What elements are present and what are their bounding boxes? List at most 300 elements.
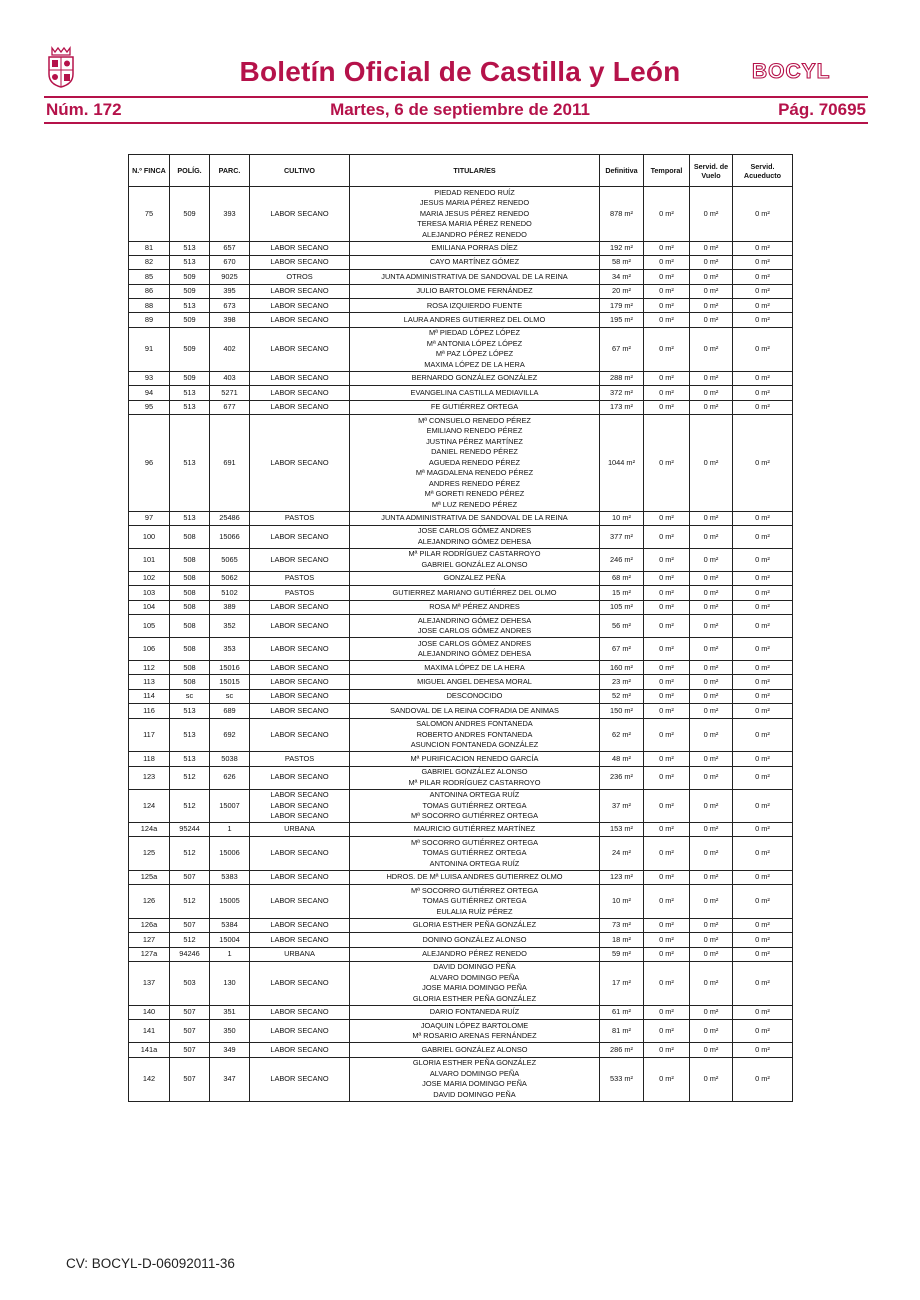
cell-definitiva: 67 m²: [600, 327, 644, 371]
table-row: [129, 1005, 793, 1019]
cell-parc: 1: [210, 823, 250, 837]
cultivo-line: OTROS: [286, 271, 313, 281]
cell-polig: 508: [170, 600, 210, 614]
titulares-line: ANTONINA ORTEGA RUÍZ: [429, 790, 520, 800]
titulares-line: CAYO MARTÍNEZ GÓMEZ: [429, 257, 520, 267]
titulares-line: Mª CONSUELO RENEDO PÉREZ: [418, 415, 531, 425]
cell-polig: 508: [170, 548, 210, 571]
table-body: [129, 187, 793, 1102]
table-row: [129, 961, 793, 1005]
cell-definitiva: 18 m²: [600, 933, 644, 947]
cultivo-line: PASTOS: [284, 587, 315, 597]
titulares-line: ROSA Mª PÉREZ ANDRES: [429, 602, 520, 612]
cell-definitiva: 15 m²: [600, 586, 644, 600]
cell-finca: 116: [129, 704, 170, 718]
titulares-line: MAXIMA LÓPEZ DE LA HERA: [424, 359, 525, 369]
cell-temporal: 0 m²: [644, 823, 690, 837]
cell-acueducto: 0 m²: [733, 187, 793, 242]
cell-cultivo: [250, 571, 350, 585]
cell-parc: 347: [210, 1057, 250, 1101]
cell-polig: 507: [170, 918, 210, 932]
cell-acueducto: 0 m²: [733, 1020, 793, 1043]
cell-parc: 5271: [210, 386, 250, 400]
cell-definitiva: 123 m²: [600, 870, 644, 884]
cell-acueducto: 0 m²: [733, 933, 793, 947]
cell-finca: 82: [129, 255, 170, 269]
cell-titulares: [350, 1057, 600, 1101]
titulares-line: MAXIMA LÓPEZ DE LA HERA: [424, 662, 525, 672]
cell-polig: 507: [170, 1043, 210, 1057]
cell-finca: 142: [129, 1057, 170, 1101]
cell-definitiva: 56 m²: [600, 615, 644, 638]
cell-definitiva: 153 m²: [600, 823, 644, 837]
cell-vuelo: 0 m²: [690, 766, 733, 789]
cultivo-line: LABOR SECANO: [270, 402, 329, 412]
cultivo-line: LABOR SECANO: [270, 620, 329, 630]
cell-cultivo: [250, 638, 350, 661]
cell-finca: 127: [129, 933, 170, 947]
titulares-line: ANDRES RENEDO PÉREZ: [428, 478, 521, 488]
cell-acueducto: 0 m²: [733, 689, 793, 703]
titulares-line: HDROS. DE Mª LUISA ANDRES GUTIERREZ OLMO: [386, 872, 563, 882]
cell-cultivo: [250, 386, 350, 400]
cell-temporal: 0 m²: [644, 766, 690, 789]
cell-parc: 349: [210, 1043, 250, 1057]
cell-titulares: [350, 1005, 600, 1019]
cultivo-line: LABOR SECANO: [270, 662, 329, 672]
cell-titulares: [350, 415, 600, 512]
cell-titulares: [350, 947, 600, 961]
cell-polig: 513: [170, 241, 210, 255]
bulletin-title: Boletín Oficial de Castilla y León: [239, 56, 681, 87]
titulares-line: Mª MAGDALENA RENEDO PÉREZ: [415, 468, 534, 478]
cell-parc: 5384: [210, 918, 250, 932]
titulares-line: ALVARO DOMINGO PEÑA: [429, 1068, 520, 1078]
cell-parc: 692: [210, 718, 250, 752]
titulares-line: TOMAS GUTIÉRREZ ORTEGA: [422, 896, 527, 906]
cell-temporal: 0 m²: [644, 327, 690, 371]
cell-titulares: [350, 823, 600, 837]
table-row: [129, 918, 793, 932]
cell-acueducto: 0 m²: [733, 718, 793, 752]
cell-titulares: [350, 284, 600, 298]
cell-vuelo: 0 m²: [690, 1005, 733, 1019]
cell-acueducto: 0 m²: [733, 548, 793, 571]
header-rule-top: [44, 96, 868, 98]
cell-parc: 398: [210, 313, 250, 327]
cell-temporal: 0 m²: [644, 400, 690, 414]
cell-finca: 106: [129, 638, 170, 661]
cell-acueducto: 0 m²: [733, 1057, 793, 1101]
cell-definitiva: 160 m²: [600, 661, 644, 675]
cell-cultivo: [250, 241, 350, 255]
issue-number: Núm. 172: [46, 100, 122, 119]
cell-polig: 512: [170, 766, 210, 789]
cell-acueducto: 0 m²: [733, 270, 793, 284]
titulares-line: LAURA ANDRES GUTIERREZ DEL OLMO: [403, 314, 546, 324]
table-row: [129, 586, 793, 600]
cell-polig: 512: [170, 933, 210, 947]
cell-parc: 402: [210, 327, 250, 371]
table-row: [129, 837, 793, 871]
table-header-row: [129, 155, 793, 187]
cell-titulares: [350, 837, 600, 871]
cell-titulares: [350, 327, 600, 371]
table-row: [129, 885, 793, 919]
cell-cultivo: [250, 752, 350, 766]
titulares-line: GABRIEL GONZÁLEZ ALONSO: [421, 767, 528, 777]
cell-definitiva: 58 m²: [600, 255, 644, 269]
cell-acueducto: 0 m²: [733, 947, 793, 961]
cell-definitiva: 192 m²: [600, 241, 644, 255]
cultivo-line: LABOR SECANO: [270, 373, 329, 383]
table-row: [129, 789, 793, 823]
cell-polig: 512: [170, 789, 210, 823]
cell-acueducto: 0 m²: [733, 885, 793, 919]
cell-definitiva: 73 m²: [600, 918, 644, 932]
table-row: [129, 241, 793, 255]
titulares-line: EULALIA RUÍZ PÉREZ: [436, 906, 513, 916]
cell-acueducto: 0 m²: [733, 586, 793, 600]
cell-vuelo: 0 m²: [690, 327, 733, 371]
cell-finca: 126a: [129, 918, 170, 932]
cell-acueducto: 0 m²: [733, 1005, 793, 1019]
cell-acueducto: 0 m²: [733, 704, 793, 718]
cell-polig: 507: [170, 1020, 210, 1043]
cell-polig: 513: [170, 255, 210, 269]
cultivo-line: LABOR SECANO: [270, 531, 329, 541]
cell-acueducto: 0 m²: [733, 571, 793, 585]
cell-cultivo: [250, 371, 350, 385]
cell-finca: 97: [129, 511, 170, 525]
cell-vuelo: 0 m²: [690, 548, 733, 571]
cell-temporal: 0 m²: [644, 638, 690, 661]
cell-temporal: 0 m²: [644, 870, 690, 884]
cell-cultivo: [250, 270, 350, 284]
cultivo-line: LABOR SECANO: [270, 800, 329, 810]
titulares-line: FE GUTIÉRREZ ORTEGA: [430, 402, 519, 412]
cell-titulares: [350, 615, 600, 638]
cell-titulares: [350, 718, 600, 752]
cell-polig: 509: [170, 187, 210, 242]
titulares-line: GONZALEZ PEÑA: [443, 573, 506, 583]
cell-temporal: 0 m²: [644, 241, 690, 255]
cell-definitiva: 288 m²: [600, 371, 644, 385]
titulares-line: Mª SOCORRO GUTIÉRREZ ORTEGA: [410, 811, 538, 821]
cell-polig: 512: [170, 837, 210, 871]
cell-temporal: 0 m²: [644, 386, 690, 400]
cell-cultivo: [250, 675, 350, 689]
table-row: [129, 615, 793, 638]
cell-temporal: 0 m²: [644, 689, 690, 703]
titulares-line: JUNTA ADMINISTRATIVA DE SANDOVAL DE LA REINA: [381, 271, 568, 281]
cell-titulares: [350, 386, 600, 400]
cell-titulares: [350, 661, 600, 675]
cell-parc: 351: [210, 1005, 250, 1019]
cell-cultivo: [250, 600, 350, 614]
cell-temporal: 0 m²: [644, 415, 690, 512]
cell-definitiva: 48 m²: [600, 752, 644, 766]
cell-vuelo: 0 m²: [690, 187, 733, 242]
cell-finca: 75: [129, 187, 170, 242]
table-row: [129, 400, 793, 414]
cell-acueducto: 0 m²: [733, 870, 793, 884]
titulares-line: ANTONINA ORTEGA RUÍZ: [429, 858, 520, 868]
cell-polig: 508: [170, 586, 210, 600]
cell-temporal: 0 m²: [644, 918, 690, 932]
table-row: [129, 675, 793, 689]
cell-finca: 105: [129, 615, 170, 638]
cultivo-line: LABOR SECANO: [270, 896, 329, 906]
cell-cultivo: [250, 1020, 350, 1043]
cell-finca: 81: [129, 241, 170, 255]
cell-titulares: [350, 675, 600, 689]
cell-polig: 94246: [170, 947, 210, 961]
cell-titulares: [350, 371, 600, 385]
table-row: [129, 823, 793, 837]
cultivo-line: LABOR SECANO: [270, 1026, 329, 1036]
cultivo-line: LABOR SECANO: [270, 300, 329, 310]
cell-definitiva: 236 m²: [600, 766, 644, 789]
cell-definitiva: 61 m²: [600, 1005, 644, 1019]
titulares-line: JUSTINA PÉREZ MARTÍNEZ: [426, 436, 523, 446]
cultivo-line: LABOR SECANO: [270, 920, 329, 930]
cell-finca: 113: [129, 675, 170, 689]
cell-polig: 507: [170, 870, 210, 884]
cell-acueducto: 0 m²: [733, 600, 793, 614]
cell-definitiva: 195 m²: [600, 313, 644, 327]
titulares-line: Mª PAZ LÓPEZ LÓPEZ: [435, 349, 514, 359]
titulares-line: ASUNCION FONTANEDA GONZÁLEZ: [410, 740, 539, 750]
cell-polig: 509: [170, 371, 210, 385]
cell-parc: 5102: [210, 586, 250, 600]
cell-finca: 91: [129, 327, 170, 371]
cell-definitiva: 37 m²: [600, 789, 644, 823]
titulares-line: ALEJANDRINO GÓMEZ DEHESA: [417, 536, 532, 546]
table-row: [129, 718, 793, 752]
cell-vuelo: 0 m²: [690, 675, 733, 689]
table-row: [129, 270, 793, 284]
cell-acueducto: 0 m²: [733, 525, 793, 548]
cultivo-line: LABOR SECANO: [270, 729, 329, 739]
cell-vuelo: 0 m²: [690, 870, 733, 884]
cell-vuelo: 0 m²: [690, 638, 733, 661]
cell-finca: 94: [129, 386, 170, 400]
cell-vuelo: 0 m²: [690, 689, 733, 703]
table-row: [129, 600, 793, 614]
titulares-line: DAVID DOMINGO PEÑA: [433, 1089, 516, 1099]
cell-temporal: 0 m²: [644, 548, 690, 571]
cell-finca: 141a: [129, 1043, 170, 1057]
cell-polig: 508: [170, 675, 210, 689]
cell-cultivo: [250, 961, 350, 1005]
titulares-line: JUNTA ADMINISTRATIVA DE SANDOVAL DE LA REINA: [381, 512, 568, 522]
table-row: [129, 313, 793, 327]
cell-temporal: 0 m²: [644, 933, 690, 947]
cell-finca: 89: [129, 313, 170, 327]
cell-parc: 689: [210, 704, 250, 718]
cell-finca: 96: [129, 415, 170, 512]
cell-titulares: [350, 313, 600, 327]
cell-acueducto: 0 m²: [733, 961, 793, 1005]
cell-vuelo: 0 m²: [690, 823, 733, 837]
cell-cultivo: [250, 284, 350, 298]
cell-temporal: 0 m²: [644, 885, 690, 919]
cell-cultivo: [250, 1005, 350, 1019]
cell-definitiva: 24 m²: [600, 837, 644, 871]
cultivo-line: URBANA: [284, 824, 315, 834]
cell-cultivo: [250, 313, 350, 327]
cell-temporal: 0 m²: [644, 837, 690, 871]
cell-polig: 95244: [170, 823, 210, 837]
cell-titulares: [350, 600, 600, 614]
cultivo-line: LABOR SECANO: [270, 691, 329, 701]
cell-cultivo: [250, 789, 350, 823]
titulares-line: GUTIERREZ MARIANO GUTIÉRREZ DEL OLMO: [392, 587, 557, 597]
table-row: [129, 371, 793, 385]
cell-parc: 393: [210, 187, 250, 242]
cell-definitiva: 52 m²: [600, 689, 644, 703]
cell-vuelo: 0 m²: [690, 284, 733, 298]
table-row: [129, 386, 793, 400]
table-row: [129, 947, 793, 961]
table-row: [129, 752, 793, 766]
cultivo-line: LABOR SECANO: [270, 344, 329, 354]
cultivo-line: LABOR SECANO: [270, 602, 329, 612]
cell-definitiva: 68 m²: [600, 571, 644, 585]
cell-parc: 9025: [210, 270, 250, 284]
titulares-line: ALVARO DOMINGO PEÑA: [429, 972, 520, 982]
cell-finca: 123: [129, 766, 170, 789]
column-header: Servid. Acueducto: [733, 155, 793, 187]
titulares-line: TOMAS GUTIÉRREZ ORTEGA: [422, 800, 527, 810]
cell-titulares: [350, 548, 600, 571]
cell-temporal: 0 m²: [644, 571, 690, 585]
cell-cultivo: [250, 870, 350, 884]
cell-vuelo: 0 m²: [690, 752, 733, 766]
cultivo-line: LABOR SECANO: [270, 790, 329, 800]
titulares-line: BERNARDO GONZÁLEZ GONZÁLEZ: [411, 373, 538, 383]
cell-parc: 626: [210, 766, 250, 789]
cell-acueducto: 0 m²: [733, 638, 793, 661]
table-row: [129, 704, 793, 718]
cell-parc: 5065: [210, 548, 250, 571]
titulares-line: MIGUEL ANGEL DEHESA MORAL: [417, 676, 532, 686]
cell-polig: 509: [170, 327, 210, 371]
cell-polig: 512: [170, 885, 210, 919]
cultivo-line: PASTOS: [284, 512, 315, 522]
cell-vuelo: 0 m²: [690, 571, 733, 585]
cell-cultivo: [250, 548, 350, 571]
cell-vuelo: 0 m²: [690, 933, 733, 947]
cell-temporal: 0 m²: [644, 511, 690, 525]
cell-titulares: [350, 187, 600, 242]
cell-titulares: [350, 766, 600, 789]
cell-finca: 126: [129, 885, 170, 919]
cultivo-line: LABOR SECANO: [270, 387, 329, 397]
cell-polig: 513: [170, 400, 210, 414]
cell-parc: 15004: [210, 933, 250, 947]
table-row: [129, 766, 793, 789]
cell-acueducto: 0 m²: [733, 255, 793, 269]
cell-acueducto: 0 m²: [733, 918, 793, 932]
cell-temporal: 0 m²: [644, 1020, 690, 1043]
cell-vuelo: 0 m²: [690, 313, 733, 327]
titulares-line: TOMAS GUTIÉRREZ ORTEGA: [422, 848, 527, 858]
cell-parc: sc: [210, 689, 250, 703]
table-row: [129, 511, 793, 525]
cultivo-line: LABOR SECANO: [270, 705, 329, 715]
titulares-line: GLORIA ESTHER PEÑA GONZÁLEZ: [412, 1058, 537, 1068]
cell-temporal: 0 m²: [644, 313, 690, 327]
table-row: [129, 327, 793, 371]
titulares-line: Mª PILAR RODRÍGUEZ CASTARROYO: [408, 777, 541, 787]
titulares-line: PIEDAD RENEDO RUÍZ: [434, 187, 515, 197]
cell-definitiva: 246 m²: [600, 548, 644, 571]
titulares-line: DONINO GONZÁLEZ ALONSO: [422, 934, 527, 944]
cell-vuelo: 0 m²: [690, 947, 733, 961]
cell-cultivo: [250, 615, 350, 638]
titulares-line: Mª SOCORRO GUTIÉRREZ ORTEGA: [410, 885, 538, 895]
cell-finca: 141: [129, 1020, 170, 1043]
titulares-line: AGUEDA RENEDO PÉREZ: [428, 457, 521, 467]
cell-titulares: [350, 1020, 600, 1043]
cultivo-line: LABOR SECANO: [270, 208, 329, 218]
cultivo-line: LABOR SECANO: [270, 872, 329, 882]
cell-vuelo: 0 m²: [690, 371, 733, 385]
cell-titulares: [350, 961, 600, 1005]
cell-polig: 508: [170, 661, 210, 675]
cell-definitiva: 179 m²: [600, 299, 644, 313]
titulares-line: Mª GORETI RENEDO PÉREZ: [424, 489, 525, 499]
titulares-line: ROBERTO ANDRES FONTANEDA: [416, 729, 533, 739]
titulares-line: EMILIANA PORRAS DÍEZ: [431, 242, 518, 252]
cell-vuelo: 0 m²: [690, 615, 733, 638]
titulares-line: ALEJANDRO PÉREZ RENEDO: [422, 229, 527, 239]
cell-polig: 508: [170, 615, 210, 638]
table-row: [129, 933, 793, 947]
cell-polig: 509: [170, 270, 210, 284]
cell-finca: 93: [129, 371, 170, 385]
cell-cultivo: [250, 933, 350, 947]
cell-temporal: 0 m²: [644, 299, 690, 313]
cell-parc: 5062: [210, 571, 250, 585]
cell-finca: 86: [129, 284, 170, 298]
cell-polig: 507: [170, 1005, 210, 1019]
column-header: TITULAR/ES: [350, 155, 600, 187]
cell-acueducto: 0 m²: [733, 789, 793, 823]
cell-cultivo: [250, 718, 350, 752]
cell-polig: 507: [170, 1057, 210, 1101]
cell-vuelo: 0 m²: [690, 386, 733, 400]
titulares-line: EMILIANO RENEDO PÉREZ: [426, 426, 523, 436]
cell-cultivo: [250, 586, 350, 600]
cell-cultivo: [250, 299, 350, 313]
titulares-line: DESCONOCIDO: [446, 691, 503, 701]
cultivo-line: LABOR SECANO: [270, 314, 329, 324]
cell-parc: 5383: [210, 870, 250, 884]
cell-parc: 677: [210, 400, 250, 414]
cell-temporal: 0 m²: [644, 187, 690, 242]
cultivo-line: LABOR SECANO: [270, 978, 329, 988]
titulares-line: ALEJANDRO PÉREZ RENEDO: [422, 949, 527, 959]
cell-acueducto: 0 m²: [733, 400, 793, 414]
titulares-line: Mª PIEDAD LÓPEZ LÓPEZ: [428, 328, 521, 338]
titulares-line: GABRIEL GONZÁLEZ ALONSO: [421, 1044, 528, 1054]
cell-definitiva: 1044 m²: [600, 415, 644, 512]
cell-parc: 1: [210, 947, 250, 961]
cell-vuelo: 0 m²: [690, 511, 733, 525]
